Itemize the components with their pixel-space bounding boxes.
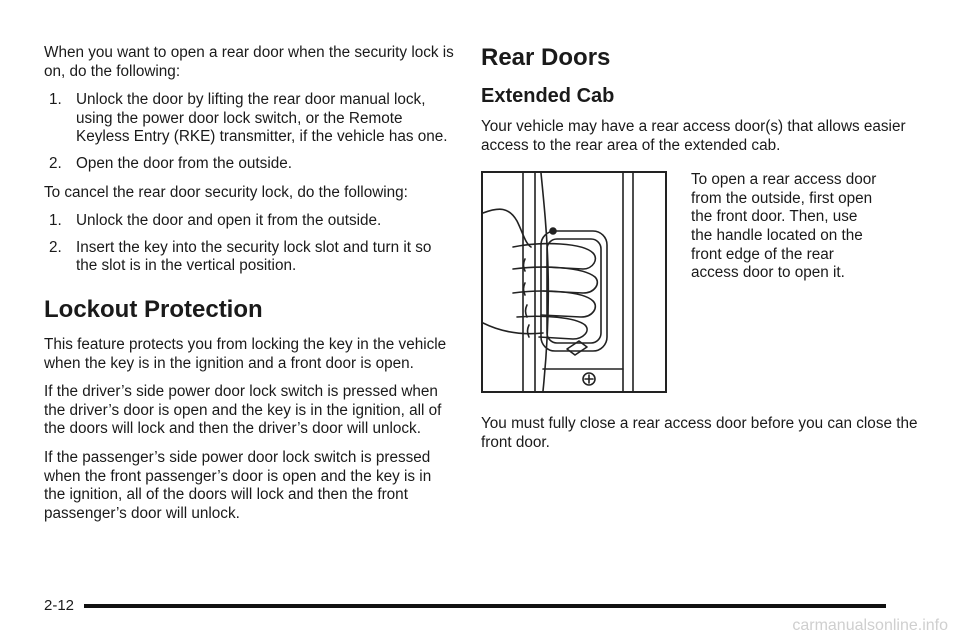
step-number: 1. [49,91,62,109]
rear-door-intro: Your vehicle may have a rear access door(s) that allows easier access to the rear area of the extended cab. [481,118,906,154]
lockout-paragraph: If the passenger’s side power door lock switch is pressed when the front passenger’s door is open and the key is in the ignition, all of the doors will lock and then the front passenger’s door will unlock. [44,448,432,522]
page-footer [44,597,886,614]
page-number: 2-12 [44,597,75,614]
lockout-paragraph: If the driver’s side power door lock switch is pressed when the driver’s door is open and the key is in the ignition, all of the doors will lock and then the driver’s door will unlock. [44,383,442,438]
knuckle-mark [528,325,530,337]
closing-note: You must fully close a rear access door before you can close the front door. [481,415,918,451]
lockout-paragraph: This feature protects you from locking the key in the vehicle when the key is in the ignition and a front door is open. [44,335,447,372]
watermark: carmanualsonline.info [792,617,948,634]
security-lock-intro: When you want to open a rear door when the security lock is on, do the following: [44,44,454,80]
right-column [481,44,921,462]
hand-on-handle-drawing [483,173,665,391]
figure-caption-text: To open a rear access door from the outside, first open the front door. Then, use the handle located on the front edge of the rear access door to open it. [691,171,877,282]
step-item [44,91,456,147]
knuckle-mark [524,283,526,295]
figure-row [481,171,921,393]
rear-doors-heading: Rear Doors [481,44,611,71]
step-item [44,155,456,174]
knuckle-mark [526,305,528,317]
figure-caption [691,171,881,283]
lock-cylinder-slot [585,375,593,383]
step-text: Unlock the door and open it from the outside. [76,212,382,230]
lockout-protection-heading: Lockout Protection [44,295,263,323]
cancel-lock-steps [44,212,456,276]
step-item [44,212,456,231]
step-text: Insert the key into the security lock slot and turn it so the slot is in the vertical position. [76,238,432,275]
extended-cab-subheading: Extended Cab [481,85,615,107]
footer-rule [84,604,886,608]
step-item [44,239,456,276]
hand-outline [483,323,543,334]
step-text: Unlock the door by lifting the rear door manual lock, using the power door lock switch, or the Remote Keyless Entry (RKE) transmitter, if the vehicle has one. [76,91,448,146]
knuckle-mark [524,259,526,271]
step-number: 2. [49,154,62,172]
left-column [44,44,456,533]
rear-door-handle-illustration [481,171,667,393]
step-number: 2. [49,238,62,256]
screw-icon [550,228,556,234]
step-text: Open the door from the outside. [76,154,292,172]
cancel-lock-intro: To cancel the rear door security lock, do the following: [44,183,408,201]
finger-outline [513,244,595,269]
step-number: 1. [49,212,62,230]
open-door-steps [44,91,456,173]
